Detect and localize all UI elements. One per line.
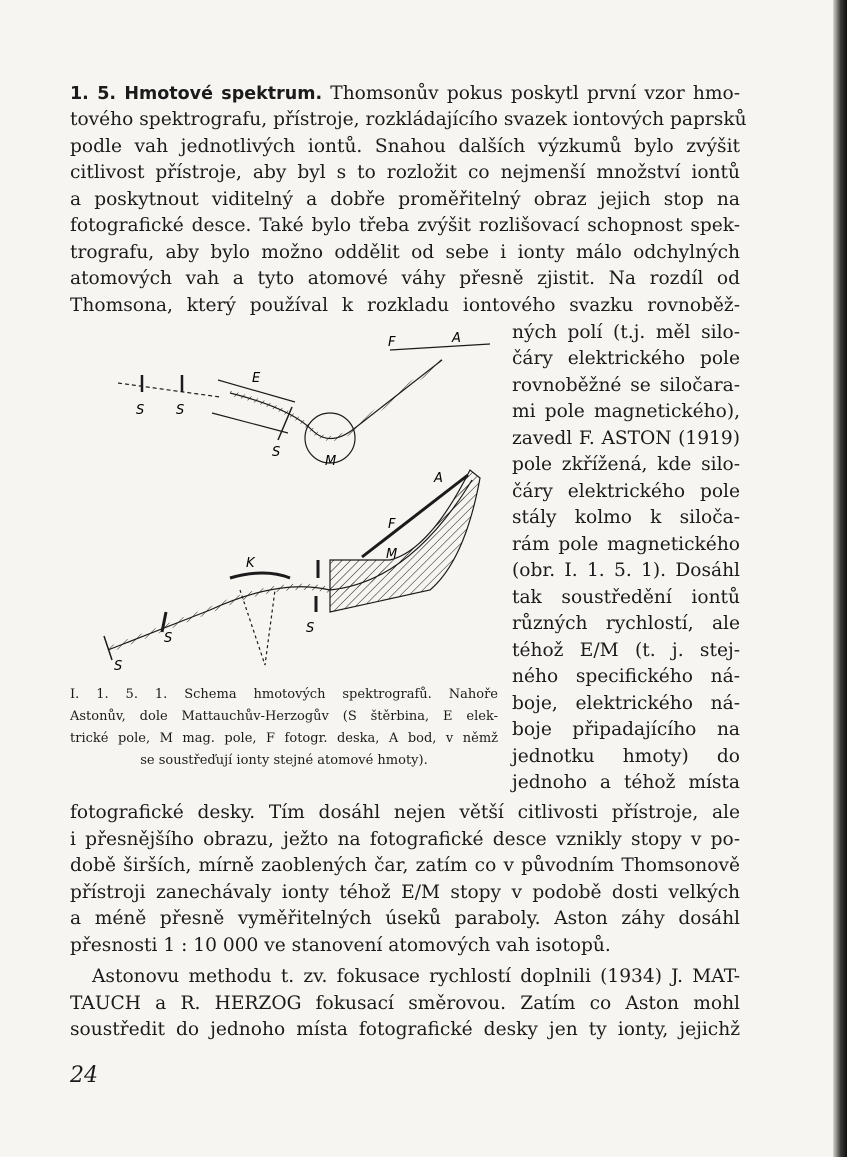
label-F-top: F xyxy=(388,335,396,350)
label-S2-top: S xyxy=(176,403,185,418)
text-line: Thomsona, který používal k rozkladu iontového svazku rovnoběž- xyxy=(70,295,740,316)
mattauch-herzog-diagram xyxy=(104,470,480,665)
text-line-right: stály kolmo k siloča- xyxy=(512,507,740,528)
text-line-indent: Astonovu methodu t. zv. fokusace rychlostí doplnili (1934) J. MAT- xyxy=(92,966,740,987)
text-line-right: boje připadajícího na xyxy=(512,719,740,740)
label-S1-bottom: S xyxy=(164,631,173,646)
figure-caption-line: trické pole, M mag. pole, F fotogr. deska, A bod, v němž xyxy=(70,731,498,746)
text-line: přesnosti 1 : 10 000 ve stanovení atomových vah isotopů. xyxy=(70,935,611,956)
label-S1-top: S xyxy=(136,403,145,418)
text-line: atomových vah a tyto atomové váhy přesně zjistit. Na rozdíl od xyxy=(70,268,740,289)
text-line: trografu, aby bylo možno oddělit od sebe i ionty málo odchylných xyxy=(70,242,740,263)
text-line-right: boje, elektrického ná- xyxy=(512,693,740,714)
magnet-sector xyxy=(330,470,480,612)
photo-plate-top xyxy=(390,344,490,350)
text-line-right: ných polí (t.j. měl silo- xyxy=(512,322,740,343)
ion-beam-top xyxy=(230,360,442,439)
label-F-bottom: F xyxy=(388,517,396,532)
spectrograph-figure xyxy=(90,320,500,680)
label-S2-bottom: S xyxy=(306,621,315,636)
label-M-bottom: M xyxy=(386,547,398,562)
text-line-right: pole zkřížená, kde silo- xyxy=(512,454,740,475)
text-line-right: rám pole magnetického xyxy=(512,534,740,555)
figure-caption-line: se soustřeďují ionty stejné atomové hmoty). xyxy=(140,753,428,768)
text-line: Thomsonův pokus poskytl první vzor hmo- xyxy=(330,83,740,104)
beam-axis xyxy=(118,383,220,397)
aston-diagram xyxy=(118,344,490,463)
electric-field-lines xyxy=(240,590,275,665)
text-line-right: čáry elektrického pole xyxy=(512,348,740,369)
text-line: fotografické desky. Tím dosáhl nejen větší citlivosti přístroje, ale xyxy=(70,802,740,823)
book-binding-edge xyxy=(833,0,847,1157)
text-line-right: jednotku hmoty) do xyxy=(512,746,740,767)
figure-caption-line: Astonův, dole Mattauchův-Herzogův (S štěrbina, E elek- xyxy=(70,709,498,724)
text-line: citlivost přístroje, aby byl s to rozložit co nejmenší množství iontů xyxy=(70,162,740,183)
electric-plate-lower xyxy=(212,413,288,433)
figure-caption-line: I. 1. 5. 1. Schema hmotových spektrografů. Nahoře xyxy=(70,687,498,702)
text-line-right: rovnoběžné se siločara- xyxy=(512,375,740,396)
text-line-right: různých rychlostí, ale xyxy=(512,613,740,634)
text-line: soustředit do jednoho místa fotografické desky jen ty ionty, jejichž xyxy=(70,1019,740,1040)
text-line-right: jednoho a téhož místa xyxy=(512,772,740,793)
label-E-top: E xyxy=(252,371,261,386)
label-S3-bottom: S xyxy=(114,659,123,674)
label-M-top: M xyxy=(325,454,337,469)
text-line-right: zavedl F. ASTON (1919) xyxy=(512,428,740,449)
text-line-right: (obr. I. 1. 5. 1). Dosáhl xyxy=(512,560,740,581)
text-line: TAUCH a R. HERZOG fokusací směrovou. Zatím co Aston mohl xyxy=(70,993,740,1014)
text-line: a méně přesně vyměřitelných úseků paraboly. Aston záhy dosáhl xyxy=(70,908,740,929)
page-number: 24 xyxy=(70,1063,98,1088)
text-line-right: čáry elektrického pole xyxy=(512,481,740,502)
label-A-top: A xyxy=(452,331,461,346)
text-line-right: téhož E/M (t. j. stej- xyxy=(512,640,740,661)
label-K-bottom: K xyxy=(246,556,255,571)
text-line-right: tak soustředění iontů xyxy=(512,587,740,608)
text-line: době širších, mírně zaoblených čar, zatím co v původním Thomsonově xyxy=(70,855,740,876)
text-line-right: mi pole magnetického), xyxy=(512,401,740,422)
text-line: i přesnějšího obrazu, ježto na fotografické desce vznikly stopy v po- xyxy=(70,829,740,850)
label-S3-top: S xyxy=(272,445,281,460)
section-heading: 1. 5. Hmotové spektrum. xyxy=(70,84,323,104)
text-line-right: ného specifického ná- xyxy=(512,666,740,687)
text-line: fotografické desce. Také bylo třeba zvýšit rozlišovací schopnost spek- xyxy=(70,215,740,236)
text-line: podle vah jednotlivých iontů. Snahou dalších výzkumů bylo zvýšit xyxy=(70,136,740,157)
text-line-first xyxy=(70,81,740,107)
electric-plate-arc xyxy=(230,573,290,578)
text-line: tového spektrografu, přístroje, rozkládajícího svazek iontových paprsků xyxy=(70,109,747,130)
text-line: a poskytnout viditelný a dobře proměřitelný obraz jejich stop na xyxy=(70,189,740,210)
text-line: přístroji zanechávaly ionty téhož E/M stopy v podobě dosti velkých xyxy=(70,882,740,903)
label-A-bottom: A xyxy=(434,471,443,486)
